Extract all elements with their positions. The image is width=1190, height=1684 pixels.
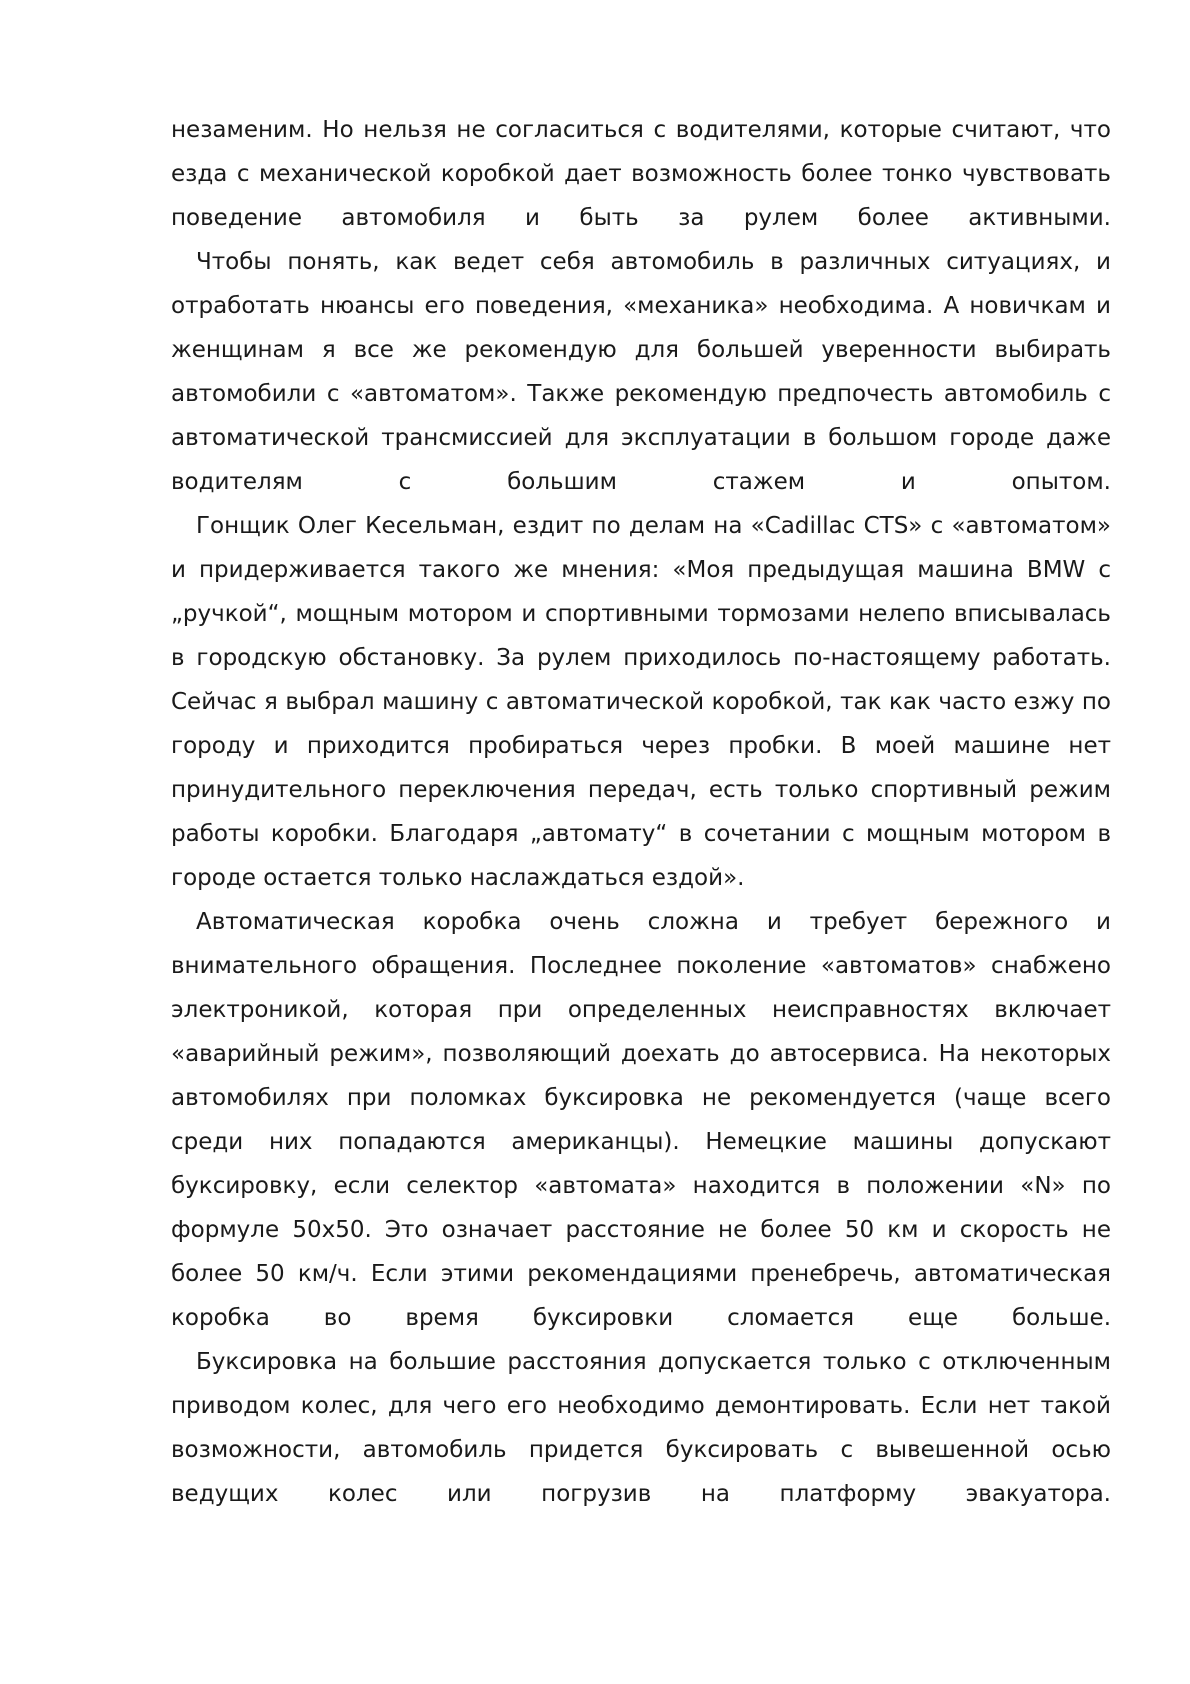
document-page [171,108,1111,1516]
paragraph-5: Буксировка на большие расстояния допускается только с отключенным приводом колес, для чего его необходимо демонтировать. Если нет такой возможности, автомобиль придется буксировать с вывешенной осью ведущих колес или погрузив на платформу эвакуатора. [171,1349,1111,1507]
paragraph-4: Автоматическая коробка очень сложна и требует бережного и внимательного обращения. Последнее поколение «автоматов» снабжено электроникой, которая при определенных неисправностях включает «аварийный режим», позволяющий доехать до автосервиса. На некоторых автомобилях при поломках буксировка не рекомендуется (чаще всего среди них попадаются американцы). Немецкие машины допускают буксировку, если селектор «автомата» находится в положении «N» по формуле 50х50. Это означает расстояние не более 50 км и скорость не более 50 км/ч. Если этими рекомендациями пренебречь, автоматическая коробка во время буксировки сломается еще больше. [171,909,1111,1331]
paragraph-3: Гонщик Олег Кесельман, ездит по делам на «Cadillac CTS» с «автоматом» и придерживается такого же мнения: «Моя предыдущая машина BMW с „ручкой“, мощным мотором и спортивными тормозами нелепо вписывалась в городскую обстановку. За рулем приходилось по-настоящему работать. Сейчас я выбрал машину с автоматической коробкой, так как часто езжу по городу и приходится пробираться через пробки. В моей машине нет принудительного переключения передач, есть только спортивный режим работы коробки. Благодаря „автомату“ в сочетании с мощным мотором в городе остается только наслаждаться ездой». [171,513,1111,891]
paragraph-1: незаменим. Но нельзя не согласиться с водителями, которые считают, что езда с механической коробкой дает возможность более тонко чувствовать поведение автомобиля и быть за рулем более активными. [171,117,1111,231]
paragraph-2: Чтобы понять, как ведет себя автомобиль в различных ситуациях, и отработать нюансы его поведения, «механика» необходима. А новичкам и женщинам я все же рекомендую для большей уверенности выбирать автомобили с «автоматом». Также рекомендую предпочесть автомобиль с автоматической трансмиссией для эксплуатации в большом городе даже водителям с большим стажем и опытом. [171,249,1111,495]
